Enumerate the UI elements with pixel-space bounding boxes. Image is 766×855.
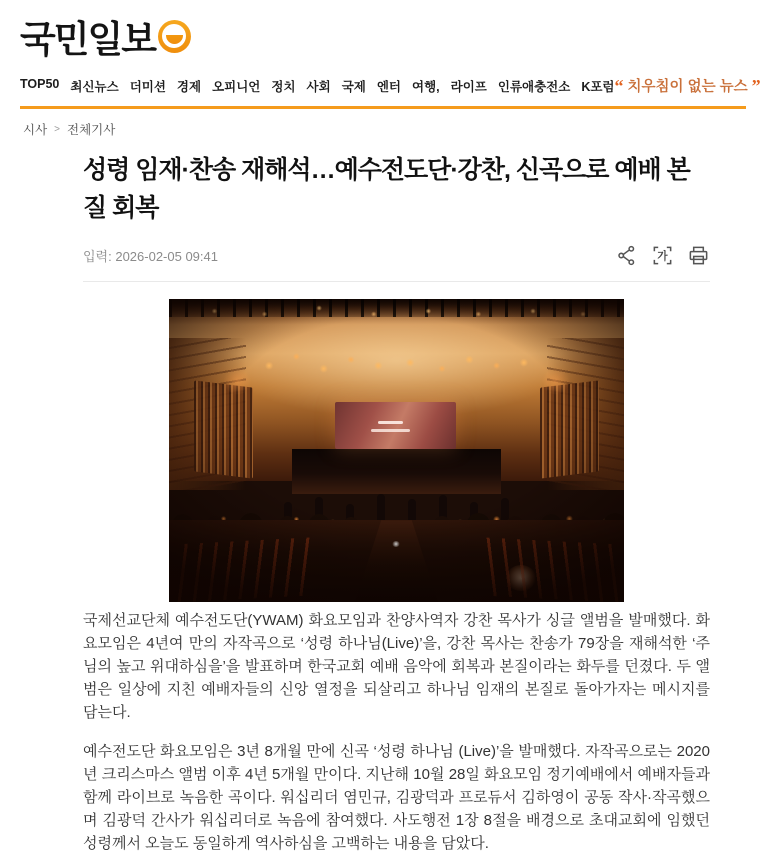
- slogan-text: 치우침이 없는 뉴스: [627, 79, 748, 95]
- breadcrumb: [0, 109, 766, 138]
- article-body: [83, 609, 710, 855]
- breadcrumb-page[interactable]: 전체기사: [67, 123, 116, 137]
- photo-vignette: [169, 299, 624, 602]
- slogan: [615, 75, 761, 96]
- nav-item-humanity-charger[interactable]: 인류애충전소: [497, 79, 571, 94]
- article: [83, 151, 710, 855]
- nav-item-travel[interactable]: 여행,: [412, 79, 440, 94]
- share-icon: [615, 244, 638, 267]
- breadcrumb-section[interactable]: 시사: [23, 123, 48, 137]
- nav-item-life[interactable]: 라이프: [450, 79, 487, 94]
- nav-item-international[interactable]: 국제: [341, 79, 366, 94]
- article-paragraph: 예수전도단 화요모임은 3년 8개월 만에 신곡 ‘성령 하나님 (Live)’을 발매했다. 자작곡으로는 2020년 크리스마스 앨범 이후 4년 5개월 만이다. 지난해 10월 28일 화요모임 정기예배에서 예배자들과 함께 라이브로 녹음한 곡이다. 워십리더 염민규, 김광덕과 프로듀서 김하영이 공동 작사·작곡했으며 김광덕 간사가 워십리더로 녹음에 참여했다. 사도행전 1장 8절을 배경으로 초대교회에 임했던 성령께서 오늘도 동일하게 역사하심을 고백하는 내용을 담았다.: [83, 743, 710, 852]
- nav-item-economy[interactable]: 경제: [176, 79, 202, 94]
- open-quote-icon: “: [614, 75, 624, 96]
- site-logo[interactable]: 국민일보: [20, 19, 155, 60]
- article-tools: [615, 244, 710, 267]
- nav-item-politics[interactable]: 정치: [271, 79, 296, 94]
- article-title: 성령 임재·찬송 재해석…예수전도단·강찬, 신곡으로 예배 본질 회복: [83, 156, 690, 222]
- close-quote-icon: ”: [751, 75, 761, 96]
- print-icon: [687, 244, 710, 267]
- site-header: [0, 0, 766, 96]
- nav-item-opinion[interactable]: 오피니언: [212, 79, 261, 94]
- font-size-glyph: 가: [657, 250, 668, 263]
- kukmin-sun-icon: [158, 20, 191, 53]
- print-button[interactable]: [687, 244, 710, 267]
- font-size-icon: [651, 244, 674, 267]
- nav-item-top50[interactable]: TOP50: [20, 76, 60, 91]
- nav-item-the-mission[interactable]: 더미션: [129, 79, 166, 94]
- font-size-button[interactable]: [651, 244, 674, 267]
- breadcrumb-separator: >: [54, 123, 60, 135]
- nav-item-latest-news[interactable]: 최신뉴스: [70, 79, 119, 94]
- logo-row: [20, 9, 746, 63]
- nav-item-society[interactable]: 사회: [306, 79, 331, 94]
- publish-date: 입력: 2026-02-05 09:41: [83, 249, 218, 264]
- nav-item-k-forum[interactable]: K포럼: [581, 79, 615, 94]
- article-paragraph: 국제선교단체 예수전도단(YWAM) 화요모임과 찬양사역자 강찬 목사가 싱글 앨범을 발매했다. 화요모임은 4년여 만의 자작곡으로 ‘성령 하나님(Live)’을, 강찬 목사는 찬송가 79장을 재해석한 ‘주님의 높고 위대하심을’을 발표하며 한국교회 예배 음악에 회복과 본질이라는 화두를 던졌다. 두 앨범은 일상에 지친 예배자들의 신앙 열정을 되살리고 하나님 임재의 본질로 돌아가자는 메시지를 담는다.: [83, 612, 710, 721]
- article-meta-row: [83, 244, 710, 267]
- main-nav: [20, 75, 761, 96]
- nav-items: [20, 77, 615, 95]
- nav-item-entertainment[interactable]: 엔터: [376, 79, 402, 94]
- share-button[interactable]: [615, 244, 638, 267]
- meta-divider: [83, 281, 710, 282]
- article-photo: [169, 299, 624, 602]
